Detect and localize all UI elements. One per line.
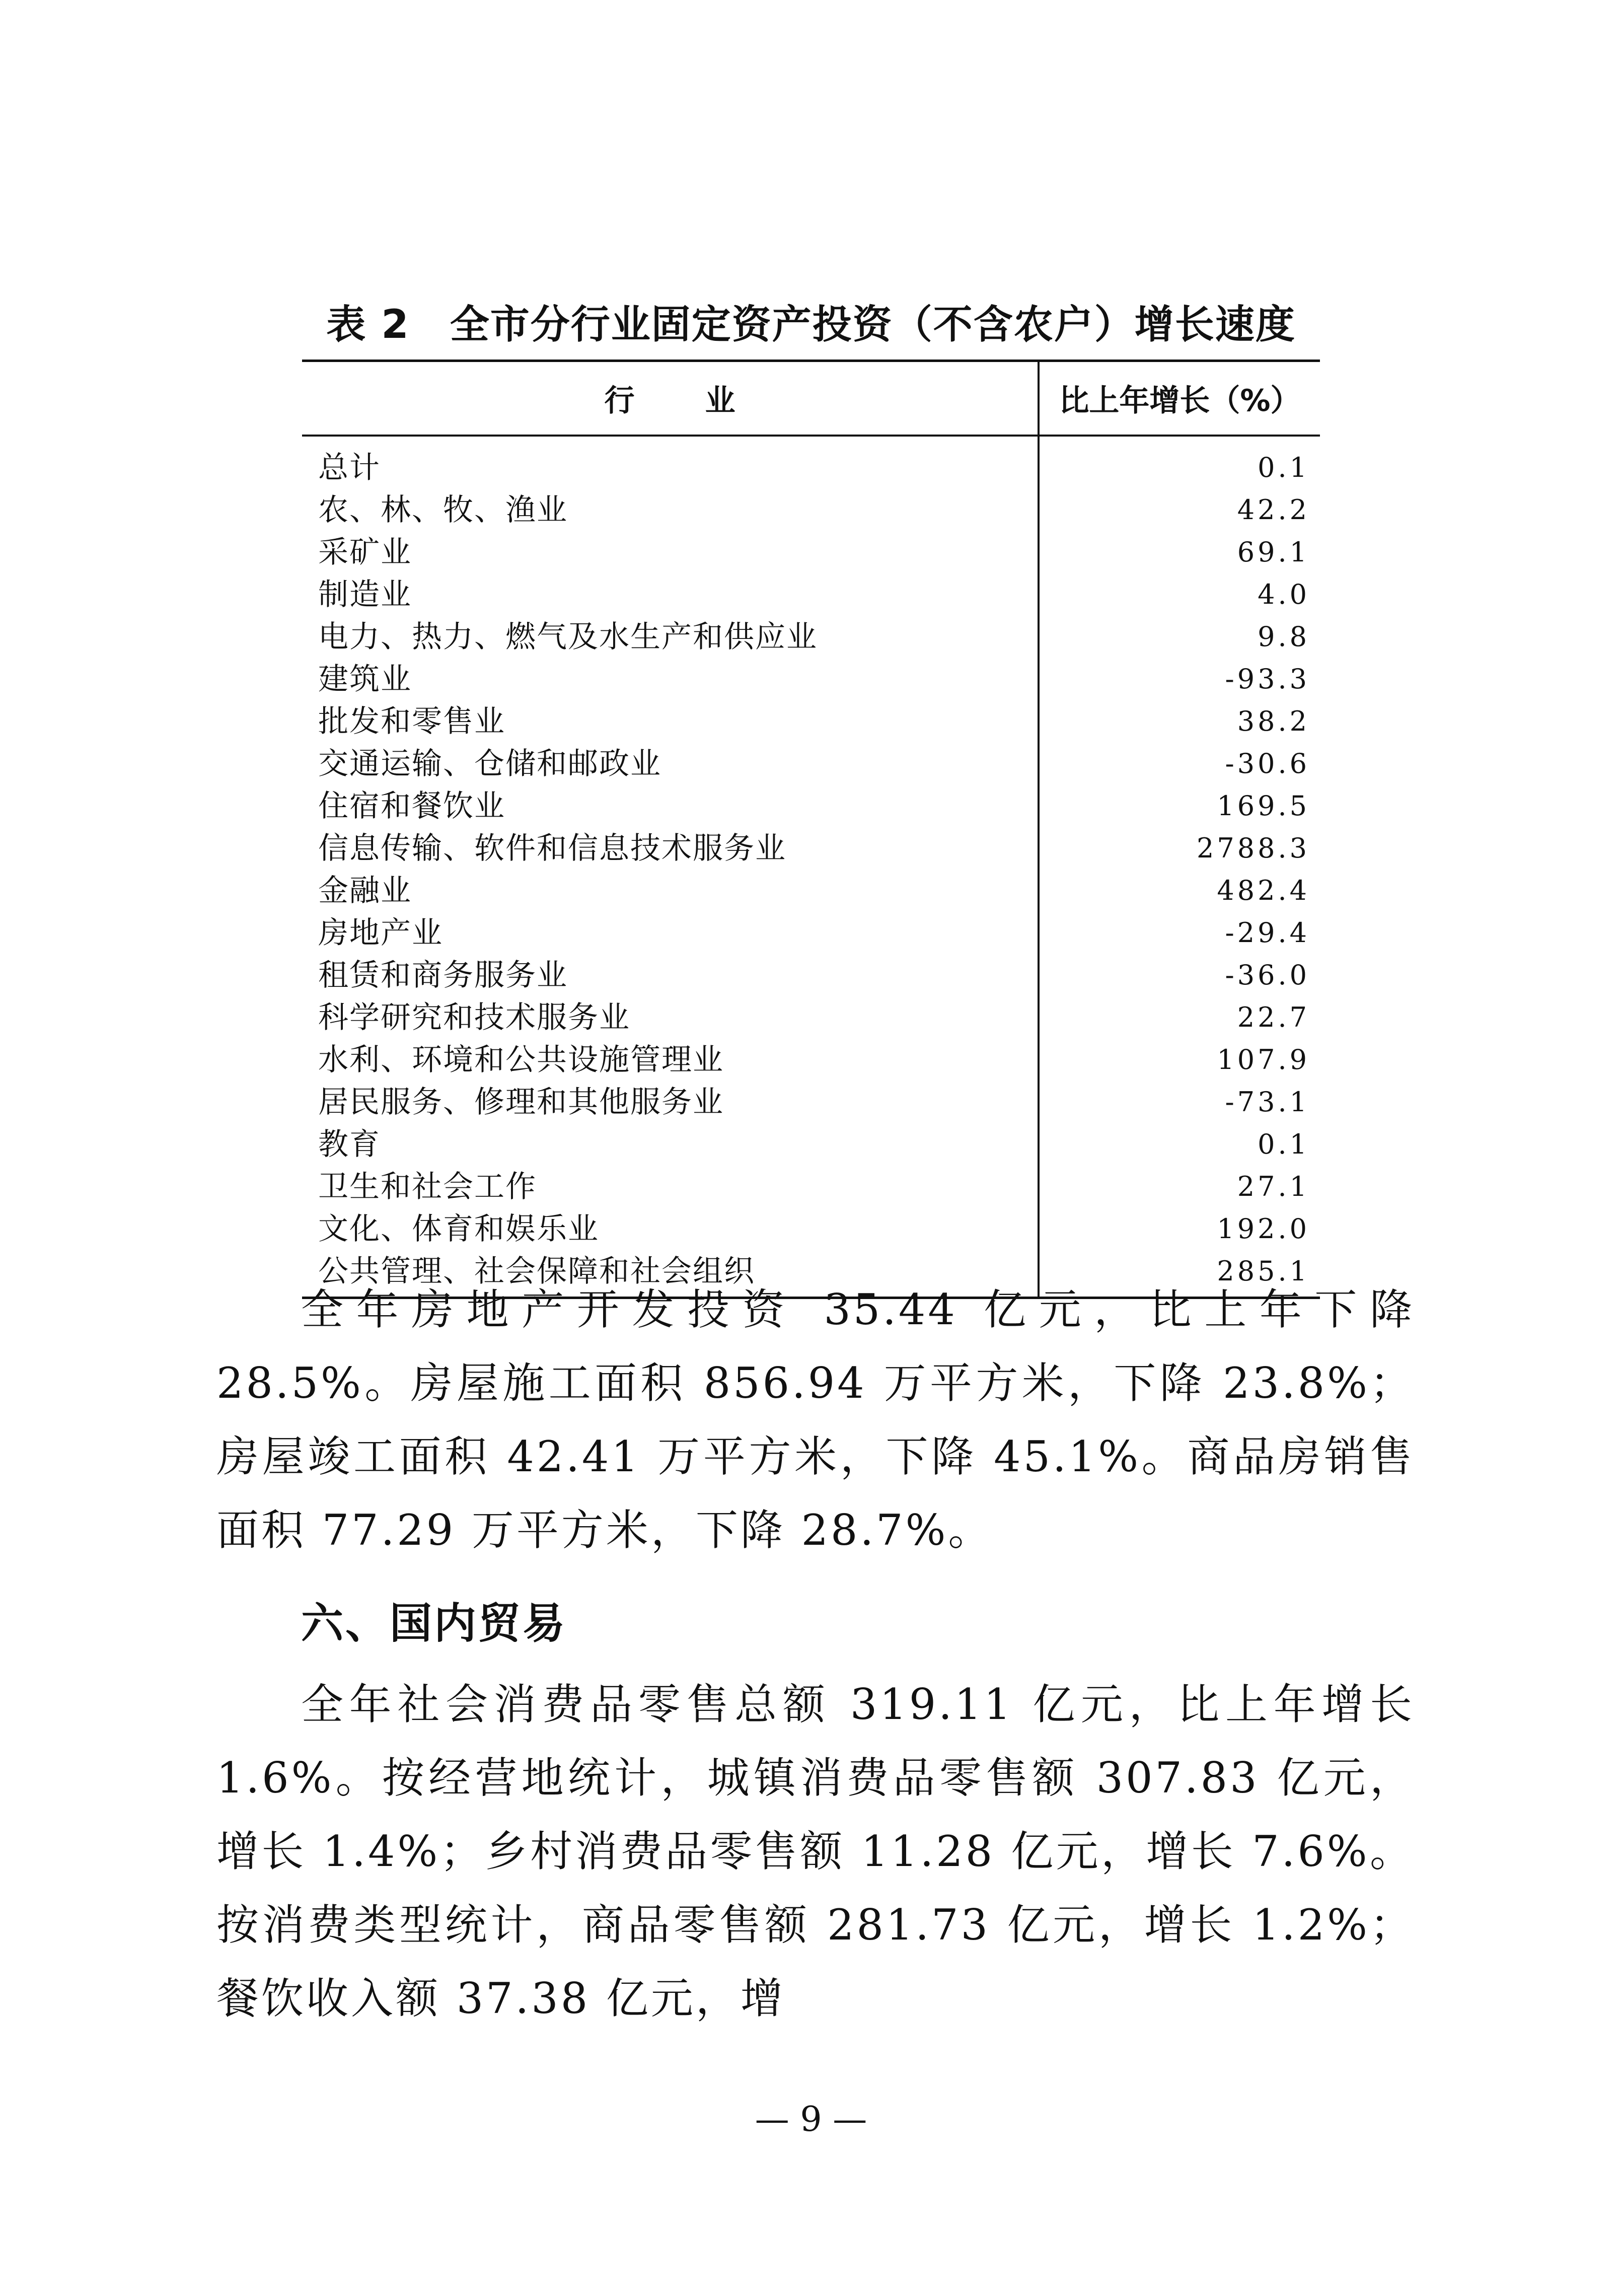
industry-name: 公共管理、社会保障和社会组织 [302,1250,1039,1298]
growth-value: -73.1 [1225,1086,1310,1118]
industry-name: 批发和零售业 [302,700,1039,743]
growth-value: 107.9 [1217,1043,1310,1075]
industry-name: 租赁和商务服务业 [302,954,1039,996]
growth-value: 192.0 [1217,1212,1310,1245]
growth-value: 22.7 [1237,1001,1310,1033]
growth-value: 482.4 [1217,874,1310,906]
table-row [302,573,1320,616]
table-row [302,912,1320,954]
growth-value: 4.0 [1258,578,1310,610]
growth-value: 0.1 [1258,451,1310,483]
growth-value: 9.8 [1258,620,1310,653]
industry-name: 水利、环境和公共设施管理业 [302,1039,1039,1081]
growth-value: -29.4 [1225,916,1310,949]
industry-name: 科学研究和技术服务业 [302,996,1039,1039]
table-row [302,489,1320,531]
table-row [302,1039,1320,1081]
growth-value: 285.1 [1039,1250,1320,1298]
industry-name: 建筑业 [302,658,1039,700]
section-heading: 六、国内贸易 [301,1599,567,1648]
table-row [302,954,1320,996]
growth-value: 38.2 [1237,705,1310,737]
table-row [302,436,1320,489]
industry-name: 住宿和餐饮业 [302,785,1039,827]
table-row [302,616,1320,658]
column-header-growth: 比上年增长（%） [1039,361,1320,436]
table-body [302,436,1320,1298]
paragraph-real-estate: 全年房地产开发投资 35.44 亿元，比上年下降 28.5%。房屋施工面积 856.94 万平方米，下降 23.8%；房屋竣工面积 42.41 万平方米，下降 45.1%。商品房销售面积 77.29 万平方米，下降 28.7%。 [216,1285,1415,1555]
table-row [302,1123,1320,1166]
investment-growth-table [302,360,1320,1299]
table-row [302,1208,1320,1250]
table-row [302,531,1320,573]
page-number: — 9 — [755,2100,867,2139]
growth-value: -30.6 [1225,747,1310,779]
paragraph-domestic-trade: 全年社会消费品零售总额 319.11 亿元，比上年增长 1.6%。按经营地统计，城镇消费品零售额 307.83 亿元，增长 1.4%；乡村消费品零售额 11.28 亿元，增长 7.6%。按消费类型统计，商品零售额 281.73 亿元，增长 1.2%；餐饮收入额 37.38 亿元，增 [216,1680,1415,2023]
industry-name: 制造业 [302,573,1039,616]
table-row [302,1081,1320,1123]
industry-name: 总计 [302,436,1039,489]
growth-value: 42.2 [1237,493,1310,526]
table-header-row [302,361,1320,436]
industry-name: 农、林、牧、渔业 [302,489,1039,531]
industry-name: 交通运输、仓储和邮政业 [302,743,1039,785]
growth-value: 0.1 [1258,1128,1310,1160]
table-row [302,870,1320,912]
industry-name: 信息传输、软件和信息技术服务业 [302,827,1039,870]
industry-name: 教育 [302,1123,1039,1166]
industry-name: 卫生和社会工作 [302,1166,1039,1208]
growth-value: -36.0 [1225,959,1310,991]
column-header-industry: 行业 [302,361,1039,436]
growth-value: 69.1 [1237,536,1310,568]
table-row [302,827,1320,870]
table-row [302,743,1320,785]
table-row [302,1166,1320,1208]
industry-name: 房地产业 [302,912,1039,954]
table-row [302,700,1320,743]
table-row [302,996,1320,1039]
industry-name: 居民服务、修理和其他服务业 [302,1081,1039,1123]
growth-value: 27.1 [1237,1170,1310,1202]
growth-value: -93.3 [1225,663,1310,695]
industry-name: 电力、热力、燃气及水生产和供应业 [302,616,1039,658]
industry-name: 采矿业 [302,531,1039,573]
industry-name: 文化、体育和娱乐业 [302,1208,1039,1250]
growth-value: 169.5 [1217,790,1310,822]
industry-name: 金融业 [302,870,1039,912]
growth-value: 2788.3 [1197,832,1310,864]
table-row [302,658,1320,700]
table-row [302,785,1320,827]
table-title: 表 2 全市分行业固定资产投资（不含农户）增长速度 [326,302,1296,347]
